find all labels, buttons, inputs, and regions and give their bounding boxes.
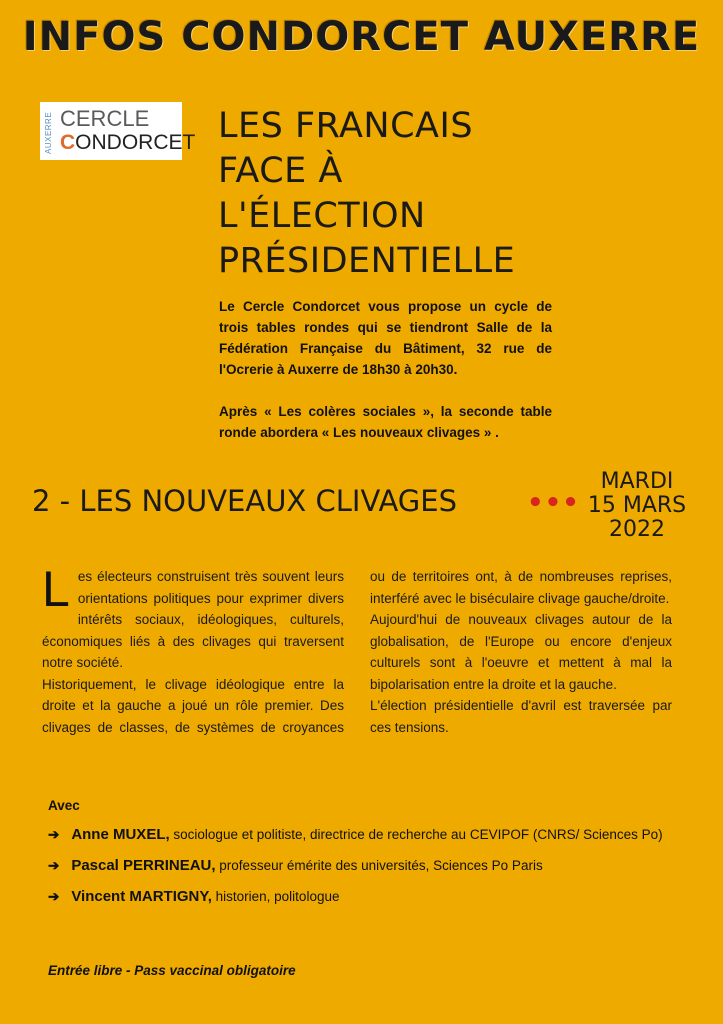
logo-line-cercle: CERCLE (60, 106, 150, 131)
event-title-line: FACE À (218, 151, 343, 191)
body-text (42, 561, 672, 761)
session-subtitle: 2 - LES NOUVEAUX CLIVAGES (32, 484, 457, 518)
speaker-description: professeur émérite des universités, Sciences Po Paris (215, 858, 543, 873)
date-line: 2022 (609, 517, 665, 542)
speaker-name: Pascal PERRINEAU, (71, 857, 216, 874)
footer-note: Entrée libre - Pass vaccinal obligatoire (48, 963, 296, 978)
speakers-section (48, 798, 688, 918)
date-line: 15 MARS (587, 493, 687, 518)
date-line: MARDI (600, 469, 674, 494)
arrow-right-icon: ➔ (48, 827, 60, 842)
body-paragraph: Historiquement, le clivage idéologique entre la droite et la gauche a joué un rôle premier. Des clivages de classes, de systèmes de croyances ou de territoires ont, à de nombreuses reprises, interféré avec le biséculaire clivage gauche/droite. (42, 569, 672, 735)
event-title-line: PRÉSIDENTIELLE (218, 241, 516, 281)
logo-city-label: AUXERRE (44, 111, 53, 154)
arrow-right-icon: ➔ (48, 889, 60, 904)
body-paragraph: L'élection présidentielle d'avril est traversée par ces tensions. (370, 698, 672, 735)
logo-rest: ONDORCET (75, 131, 196, 154)
speakers-heading: Avec (48, 798, 80, 813)
speaker-item (48, 856, 688, 875)
ellipsis-dots: ••• (527, 488, 580, 518)
intro-paragraph: Après « Les colères sociales », la seconde table ronde abordera « Les nouveaux clivages » . (219, 404, 552, 440)
arrow-right-icon: ➔ (48, 858, 60, 873)
drop-cap: L (42, 561, 70, 617)
speaker-description: historien, politologue (211, 889, 340, 904)
body-paragraph: Aujourd'hui de nouveaux clivages autour de la globalisation, de l'Europe ou encore d'enjeux culturels sont à l'oeuvre et mettent à mal la bipolarisation entre la droite et la gauche. (370, 612, 672, 692)
speaker-item (48, 825, 688, 844)
event-title-line: L'ÉLECTION (218, 196, 426, 236)
event-intro (219, 296, 552, 464)
intro-paragraph: Le Cercle Condorcet vous propose un cycle de trois tables rondes qui se tiendront Salle de la Fédération Française du Bâtiment, 32 rue de l'Ocrerie à Auxerre de 18h30 à 20h30. (219, 299, 552, 377)
speaker-description: sociologue et politiste, directrice de recherche au CEVIPOF (CNRS/ Sciences Po) (169, 827, 663, 842)
speaker-name: Anne MUXEL, (71, 826, 170, 843)
header-title: INFOS CONDORCET AUXERRE (22, 14, 701, 60)
logo-line-condorcet (60, 131, 195, 155)
event-title (218, 104, 638, 284)
body-paragraph-text: es électeurs construisent très souvent leurs orientations politiques pour exprimer divers intérêts sociaux, idéologiques, culturels, économiques liés à des clivages qui traversent notre société. (42, 569, 344, 670)
body-paragraph (42, 561, 344, 674)
session-date (578, 470, 696, 542)
speaker-item (48, 887, 688, 906)
event-title-line: LES FRANCAIS (218, 106, 474, 146)
logo-initial: C (60, 131, 76, 154)
speaker-name: Vincent MARTIGNY, (71, 888, 212, 905)
cercle-condorcet-logo (40, 102, 196, 160)
